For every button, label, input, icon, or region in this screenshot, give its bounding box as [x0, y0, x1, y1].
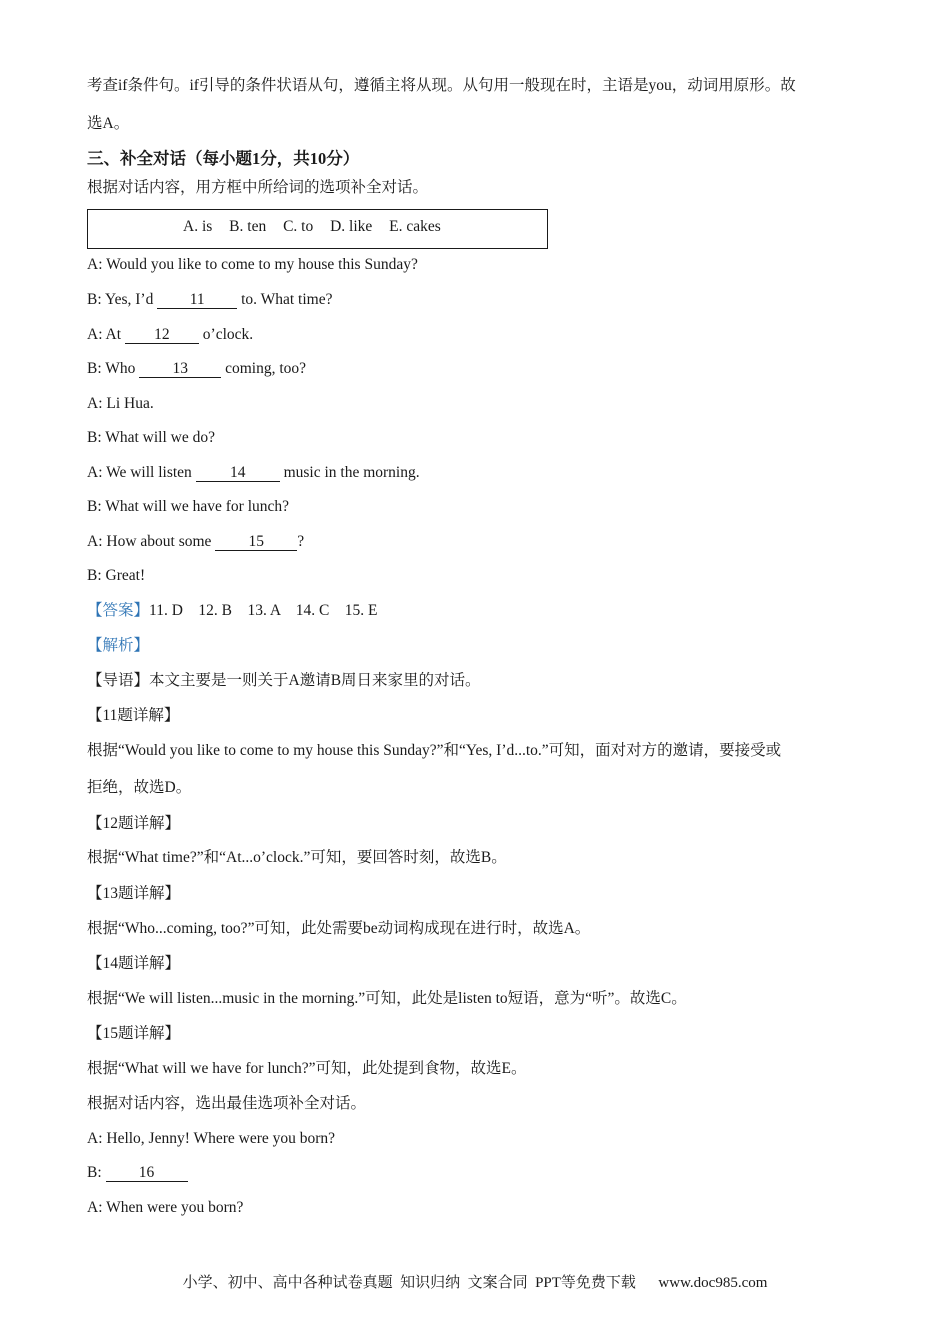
dialogue-line: A: We will listen 14 music in the morning. — [87, 464, 420, 481]
detail-text: 根据“Would you like to come to my house this Sunday?”和“Yes, I’d...to.”可知，面对对方的邀请，要接受或 — [87, 742, 782, 759]
blank-16: 16 — [106, 1164, 188, 1182]
detail-text: 根据“We will listen...music in the morning.”可知，此处是listen to短语，意为“听”。故选C。 — [87, 990, 687, 1007]
detail-heading: 【14题详解】 — [87, 955, 181, 972]
options-box — [87, 209, 548, 249]
guide-text: 【导语】本文主要是一则关于A邀请B周日来家里的对话。 — [87, 672, 481, 689]
page-footer: 小学、初中、高中各种试卷真题 知识归纳 文案合同 PPT等免费下载 www.doc985.com — [182, 1275, 768, 1291]
blank-14: 14 — [196, 464, 280, 482]
detail-heading: 【11题详解】 — [87, 707, 180, 724]
answer-line — [87, 601, 378, 621]
option: E. cakes — [389, 218, 441, 235]
option: B. ten — [229, 218, 267, 235]
answer-label: 【答案】 — [87, 602, 150, 619]
dialogue-line: A: Li Hua. — [87, 395, 154, 412]
detail-text: 拒绝，故选D。 — [87, 779, 192, 796]
dialogue-line: A: Hello, Jenny! Where were you born? — [87, 1130, 336, 1147]
blank-11: 11 — [157, 291, 237, 309]
instruction: 根据对话内容，用方框中所给词的选项补全对话。 — [87, 179, 429, 196]
dialogue-line: B: 16 — [87, 1163, 188, 1183]
dialogue-line: B: Great! — [87, 567, 146, 584]
option: A. is — [183, 218, 213, 235]
dialogue-line: B: Yes, I’d 11 to. What time? — [87, 291, 333, 308]
detail-text: 根据“What will we have for lunch?”可知，此处提到食物，故选E。 — [87, 1060, 527, 1077]
dialogue-line: B: Who 13 coming, too? — [87, 360, 307, 377]
blank-15: 15 — [215, 533, 297, 551]
dialogue-line: B: What will we have for lunch? — [87, 498, 290, 515]
detail-heading: 【12题详解】 — [87, 815, 181, 832]
dialogue-line: A: When were you born? — [87, 1199, 244, 1216]
analysis-label: 【解析】 — [87, 637, 150, 654]
text-line: 考查if条件句。if引导的条件状语从句，遵循主将从现。从句用一般现在时，主语是you，动词用原形。故 — [87, 77, 796, 94]
detail-text: 根据“What time?”和“At...o’clock.”可知，要回答时刻，故选B。 — [87, 849, 507, 866]
dialogue-line: B: What will we do? — [87, 429, 215, 446]
option: D. like — [330, 218, 373, 235]
section-title: 三、补全对话（每小题1分，共10分） — [87, 149, 360, 168]
option: C. to — [283, 218, 314, 235]
dialogue-line: A: Would you like to come to my house this Sunday? — [87, 256, 418, 273]
blank-12: 12 — [125, 326, 199, 344]
answer-text: 11. D 12. B 13. A 14. C 15. E — [149, 602, 378, 619]
detail-heading: 【15题详解】 — [87, 1025, 181, 1042]
detail-heading: 【13题详解】 — [87, 885, 181, 902]
dialogue-line: A: How about some 15 ? — [87, 533, 305, 550]
blank-13: 13 — [139, 360, 221, 378]
detail-text: 根据“Who...coming, too?”可知，此处需要be动词构成现在进行时，故选A。 — [87, 920, 591, 937]
text-line: 选A。 — [87, 115, 130, 132]
instruction: 根据对话内容，选出最佳选项补全对话。 — [87, 1095, 367, 1112]
dialogue-line: A: At 12 o’clock. — [87, 326, 254, 343]
